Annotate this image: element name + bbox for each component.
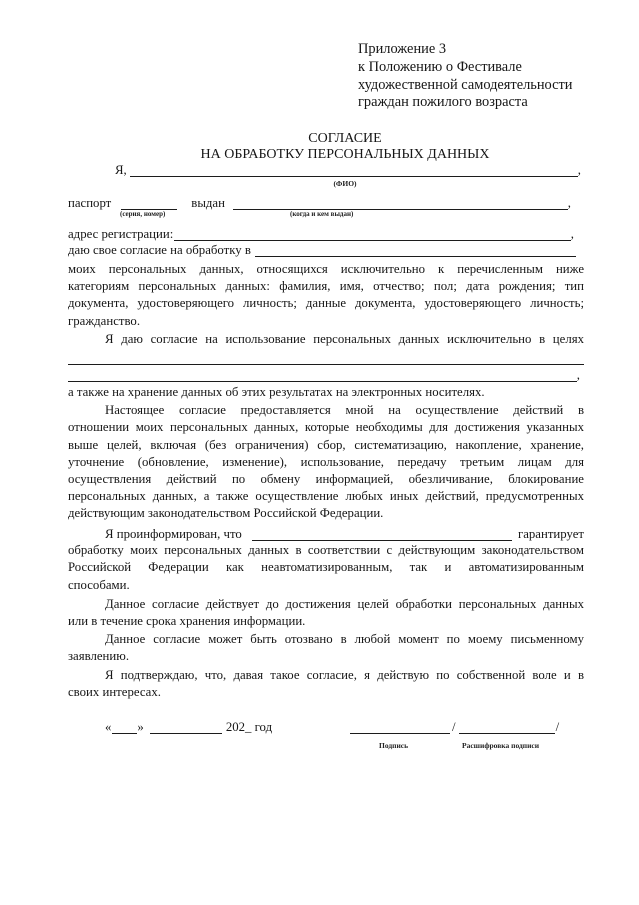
name-field-row	[115, 162, 581, 179]
validity-line: Данное согласие действует до достижения целей обработки персональных данных	[105, 597, 584, 611]
actions-line: осуществления действий по обмену информацией, обезличивание, блокирование	[68, 472, 584, 486]
informed-line: Российской Федерации как неавтоматизированным, так и автоматизированным	[68, 560, 584, 574]
categories-line: категориям персональных данных: фамилия, имя, отчество; пол; дата рождения; тип	[68, 279, 584, 293]
signature-slash: /	[452, 720, 456, 734]
consent-operator-blank-line	[255, 246, 576, 257]
document-title: СОГЛАСИЕ	[308, 131, 382, 146]
informed-row	[105, 526, 584, 543]
informed-line: способами.	[68, 578, 130, 592]
address-label: адрес регистрации:	[68, 227, 174, 241]
revocation-line: Данное согласие может быть отозвано в любой момент по моему письменному	[105, 632, 584, 646]
informed-before-text: Я проинформирован, что	[105, 527, 242, 541]
categories-line: документа, удостоверяющего личность; данные документа, удостоверяющего личность;	[68, 296, 584, 310]
consent-operator-label: даю свое согласие на обработку в	[68, 243, 251, 257]
name-label: Я,	[115, 163, 127, 177]
issued-blank-line	[233, 199, 568, 210]
actions-line: выше целей, включая (без ограничения) сбор, систематизацию, накопление, хранение,	[68, 438, 584, 452]
actions-line: уточнение (обновление, изменение), использование, передачу третьим лицам для	[68, 455, 584, 469]
passport-number-blank-line	[121, 199, 177, 210]
date-day-blank-line	[112, 723, 137, 734]
signature-row	[350, 719, 570, 736]
actions-line: действующим законодательством Российской Федерации.	[68, 506, 384, 520]
passport-label: паспорт	[68, 196, 112, 210]
date-open-quote: «	[105, 720, 112, 734]
appendix-audience-line: граждан пожилого возраста	[358, 94, 528, 110]
actions-line: персональных данных, а также осуществление любых иных действий, предусмотренных	[68, 489, 584, 503]
address-field-row	[68, 226, 574, 243]
categories-line: моих персональных данных, относящихся исключительно к перечисленным ниже	[68, 262, 584, 276]
categories-line: гражданство.	[68, 314, 141, 328]
purpose-line: Я даю согласие на использование персональных данных исключительно в целях	[105, 332, 584, 346]
address-blank-line	[174, 230, 571, 241]
name-end-comma: ,	[577, 163, 581, 177]
informed-after-text: гарантирует	[517, 527, 584, 541]
consent-operator-row	[68, 242, 576, 259]
appendix-regulation-line: к Положению о Фестивале	[358, 59, 522, 75]
date-close-quote: »	[137, 720, 144, 734]
date-year: 202_ год	[225, 720, 273, 734]
actions-line: отношении моих персональных данных, которые необходимы для достижения указанных	[68, 420, 584, 434]
name-blank-line	[130, 166, 578, 177]
signature-blank-line	[350, 723, 450, 734]
issued-label: выдан	[191, 196, 225, 210]
signature-caption: Подпись	[379, 741, 409, 750]
date-month-blank-line	[150, 723, 222, 734]
actions-line: Настоящее согласие предоставляется мной на осуществление действий в	[105, 403, 584, 417]
name-caption: (ФИО)	[333, 179, 357, 188]
appendix-number: Приложение 3	[358, 41, 447, 57]
confirmation-line: Я подтверждаю, что, давая такое согласие, я действую по собственной воле и в	[105, 668, 584, 682]
purpose-end-comma: ,	[576, 368, 580, 382]
document-subtitle: НА ОБРАБОТКУ ПЕРСОНАЛЬНЫХ ДАННЫХ	[200, 147, 490, 162]
informed-line: обработку моих персональных данных в соответствии с действующим законодательством	[68, 543, 584, 557]
confirmation-line: своих интересах.	[68, 685, 161, 699]
issued-caption: (когда и кем выдан)	[290, 210, 354, 218]
passport-number-caption: (серия, номер)	[120, 210, 166, 218]
appendix-festival-line: художественной самодеятельности	[358, 77, 573, 93]
purpose-blank-row	[68, 350, 584, 367]
purpose-blank-line	[68, 371, 577, 382]
informed-operator-blank-line	[252, 530, 512, 541]
signature-slash: /	[555, 720, 560, 734]
validity-line: или в течение срока хранения информации.	[68, 614, 306, 628]
passport-end-comma: ,	[567, 196, 571, 210]
address-end-comma: ,	[570, 227, 574, 241]
signature-decoding-caption: Расшифровка подписи	[462, 741, 540, 750]
date-row	[105, 719, 305, 736]
revocation-line: заявлению.	[68, 649, 130, 663]
purpose-blank-line	[68, 354, 584, 365]
purpose-blank-row	[68, 367, 580, 384]
storage-line: а также на хранение данных об этих результатах на электронных носителях.	[68, 385, 485, 399]
signature-decoding-blank-line	[459, 723, 555, 734]
